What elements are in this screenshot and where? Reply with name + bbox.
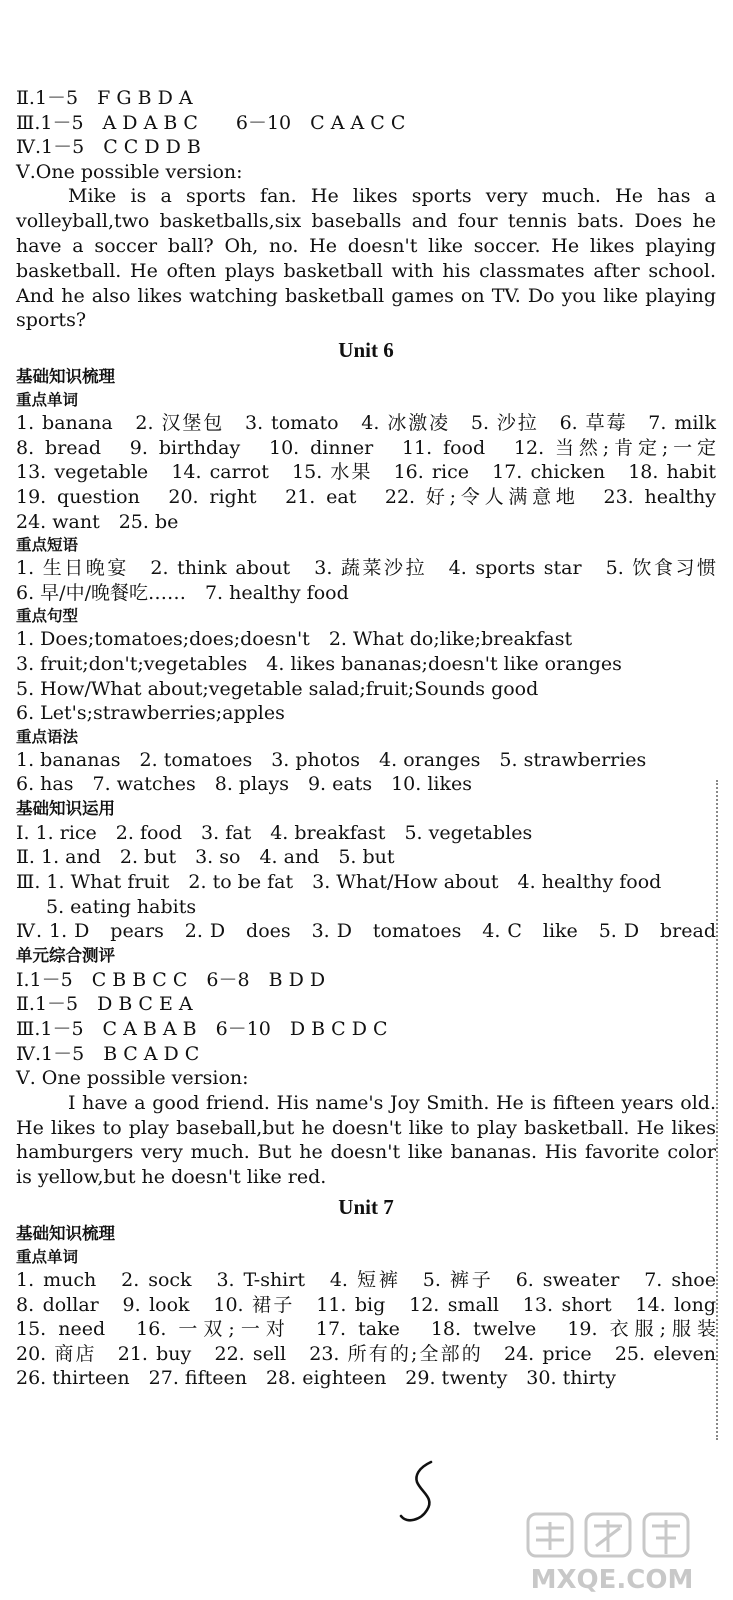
answer-line: 6. 早/中/晚餐吃…… 7. healthy food xyxy=(16,581,349,604)
answer-line: 8. bread 9. birthday 10. dinner 11. food 12. 当然;肯定;一定 xyxy=(16,436,716,459)
answer-line: Ⅲ.1－5 C A B A B 6－10 D B C D C xyxy=(16,1018,388,1041)
answer-line: 5. How/What about;vegetable salad;fruit;Sounds good xyxy=(16,677,539,700)
answer-line: 15. need 16. 一双;一对 17. take 18. twelve 19. 衣服;服装 xyxy=(16,1318,716,1341)
answer-line: Ⅴ.One possible version: xyxy=(16,160,243,183)
answer-paragraph xyxy=(16,1091,716,1190)
answer-paragraph xyxy=(16,184,716,333)
section-heading: 基础知识梳理 xyxy=(16,367,115,387)
answer-line: 13. vegetable 14. carrot 15. 水果 16. rice 17. chicken 18. habit xyxy=(16,461,716,484)
answer-line: 6. Let's;strawberries;apples xyxy=(16,702,285,725)
answer-line: 8. dollar 9. look 10. 裙子 11. big 12. small 13. short 14. long xyxy=(16,1293,716,1316)
subsection-heading: 重点短语 xyxy=(16,536,79,555)
answer-line: Ⅲ.1－5 A D A B C 6－10 C A A C C xyxy=(16,111,406,134)
handwritten-mark xyxy=(393,1458,443,1528)
subsection-heading: 重点语法 xyxy=(16,727,79,746)
answer-line: 6. has 7. watches 8. plays 9. eats 10. likes xyxy=(16,773,473,796)
answer-line: 26. thirteen 27. fifteen 28. eighteen 29. twenty 30. thirty xyxy=(16,1367,616,1390)
unit-title: Unit 7 xyxy=(338,1195,394,1219)
watermark-logo xyxy=(500,1508,725,1598)
answer-line: Ⅳ.1－5 B C A D C xyxy=(16,1042,200,1065)
answer-line: Ⅳ.1－5 C C D D B xyxy=(16,136,201,159)
answer-line: 19. question 20. right 21. eat 22. 好;令人满意地 23. healthy xyxy=(16,485,716,508)
subsection-heading: 重点单词 xyxy=(16,1248,79,1266)
subsection-heading: 重点句型 xyxy=(16,607,79,626)
section-heading: 基础知识运用 xyxy=(16,798,115,818)
paragraph-text: I have a good friend. His name's Joy Smith. He is fifteen years old. He likes to play baseball,but he doesn't like to play basketball. He likes hamburgers very much. But he doesn't like bananas. His favorite color is yellow,but he doesn't like red. xyxy=(16,1091,716,1189)
answer-line: Ⅱ.1－5 D B C E A xyxy=(16,993,193,1016)
binding-margin-rule xyxy=(716,780,718,1440)
section-heading: 单元综合测评 xyxy=(16,945,115,965)
answer-line: Ⅳ. 1. D pears 2. D does 3. D tomatoes 4. C like 5. D bread xyxy=(16,920,716,943)
answer-key-content xyxy=(16,86,716,1391)
answer-line: Ⅰ.1－5 C B B C C 6－8 B D D xyxy=(16,968,326,991)
answer-line: 5. eating habits xyxy=(46,895,197,918)
answer-line: Ⅱ. 1. and 2. but 3. so 4. and 5. but xyxy=(16,846,395,869)
paragraph-text: Mike is a sports fan. He likes sports very much. He has a volleyball,two basketballs,six baseballs and four tennis bats. Does he have a soccer ball? Oh, no. He doesn't like soccer. He likes playing basketball. He often plays basketball with his classmates after school. And he also likes watching basketball games on TV. Do you like playing sports? xyxy=(16,185,716,332)
unit-title: Unit 6 xyxy=(338,338,394,363)
answer-line: 1. Does;tomatoes;does;doesn't 2. What do;like;breakfast xyxy=(16,628,573,651)
answer-line: 20. 商店 21. buy 22. sell 23. 所有的;全部的 24. price 25. eleven xyxy=(16,1342,716,1365)
answer-line: 3. fruit;don't;vegetables 4. likes bananas;doesn't like oranges xyxy=(16,652,622,675)
answer-line: 1. 生日晚宴 2. think about 3. 蔬菜沙拉 4. sports star 5. 饮食习惯 xyxy=(16,557,716,580)
answer-line: Ⅰ. 1. rice 2. food 3. fat 4. breakfast 5. vegetables xyxy=(16,821,533,844)
watermark-text: MXQE.COM xyxy=(530,1565,694,1595)
answer-line: 1. bananas 2. tomatoes 3. photos 4. oranges 5. strawberries xyxy=(16,748,647,771)
answer-line: Ⅴ. One possible version: xyxy=(16,1067,249,1090)
answer-line: 1. much 2. sock 3. T-shirt 4. 短裤 5. 裤子 6. sweater 7. shoe xyxy=(16,1269,716,1291)
answer-line: Ⅲ. 1. What fruit 2. to be fat 3. What/How about 4. healthy food xyxy=(16,871,662,894)
answer-line: 1. banana 2. 汉堡包 3. tomato 4. 冰激凌 5. 沙拉 6. 草莓 7. milk xyxy=(16,412,716,435)
section-heading: 基础知识梳理 xyxy=(16,1224,115,1243)
answer-line: Ⅱ.1－5 F G B D A xyxy=(16,87,193,109)
subsection-heading: 重点单词 xyxy=(16,391,79,410)
answer-line: 24. want 25. be xyxy=(16,510,179,533)
